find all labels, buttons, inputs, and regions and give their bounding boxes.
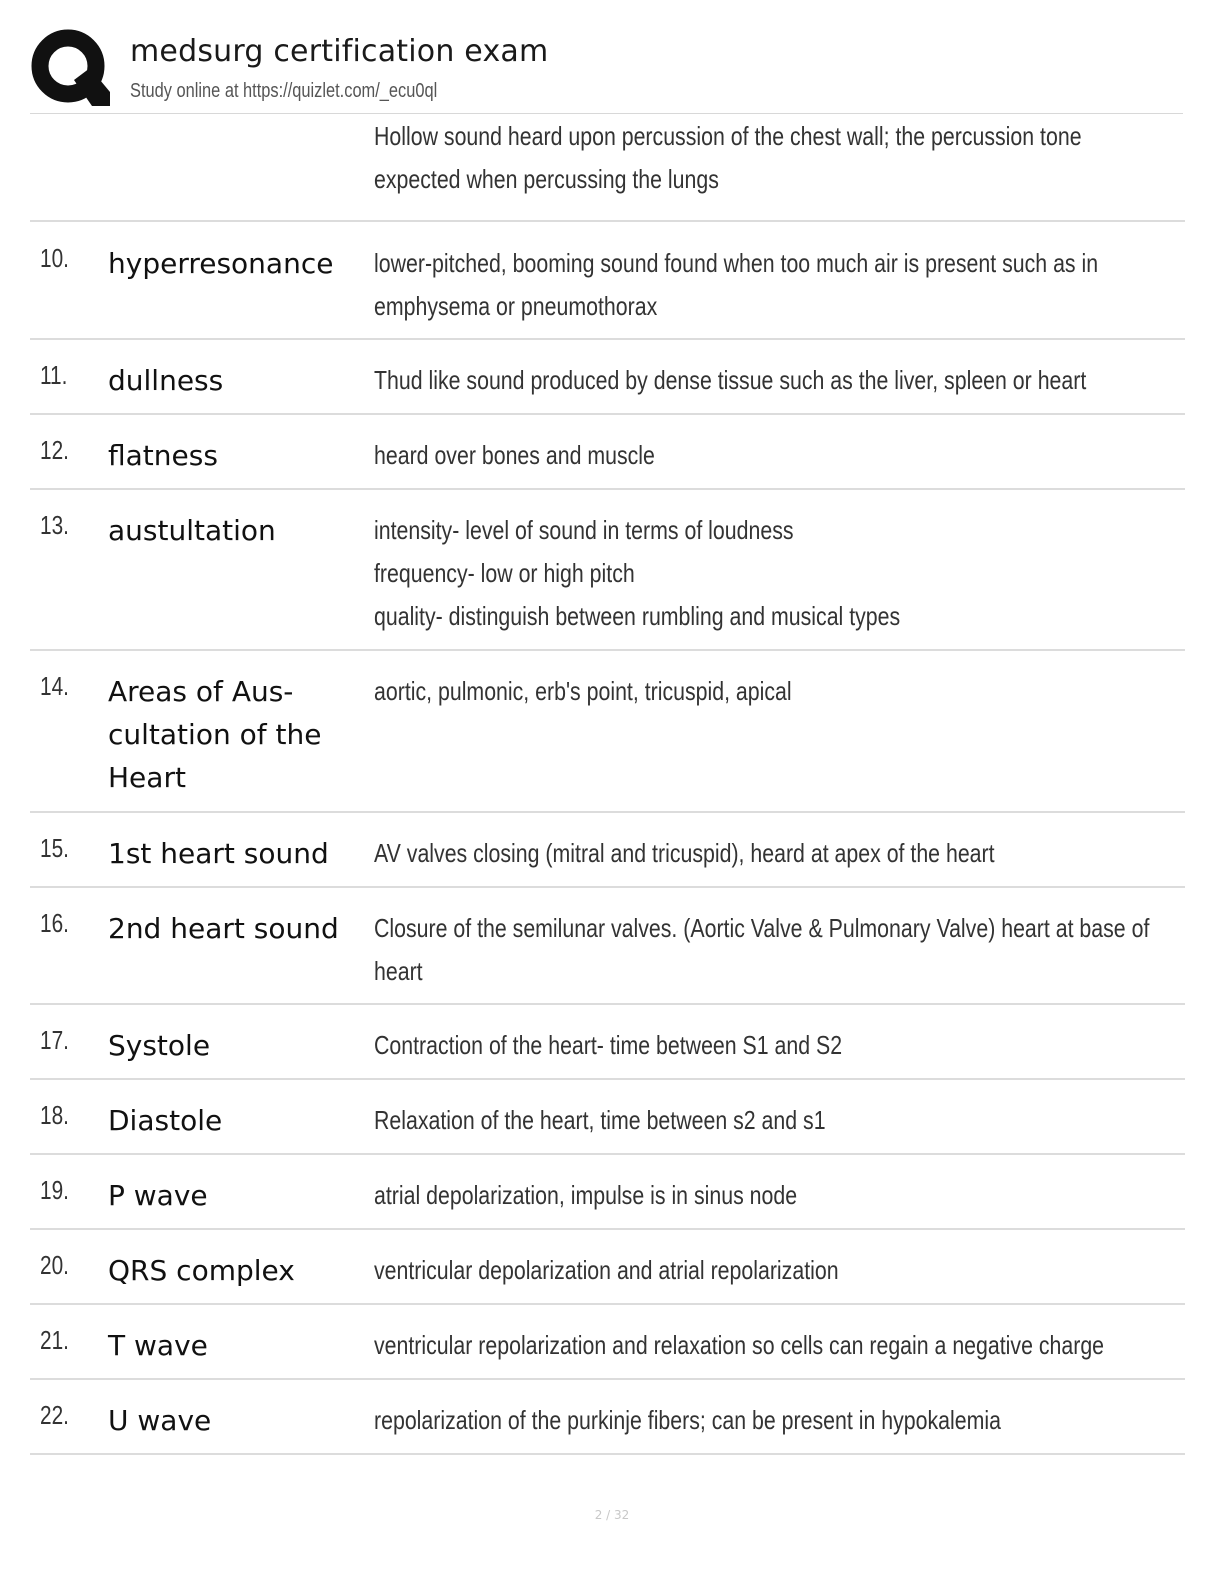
definition: aortic, pulmonic, erb's point, tricuspid, apical (374, 676, 792, 706)
definition: Relaxation of the heart, time between s2 and s1 (374, 1105, 826, 1135)
term: QRS complex (108, 1254, 295, 1287)
term: dullness (108, 364, 224, 397)
term: austultation (108, 514, 276, 547)
definition: intensity- level of sound in terms of loudness frequency- low or high pitch quality- distinguish between rumbling and musical types (374, 515, 901, 631)
term-row (30, 888, 1185, 1005)
term-number: 12. (40, 435, 69, 465)
term-row (30, 1155, 1185, 1230)
term-row (30, 415, 1185, 490)
page-title: medsurg certification exam (130, 34, 549, 69)
definition: heard over bones and muscle (374, 440, 655, 470)
term-number: 10. (40, 243, 69, 273)
term-number: 14. (40, 671, 69, 701)
continuation-row (30, 114, 1185, 222)
term: P wave (108, 1179, 208, 1212)
definition: Hollow sound heard upon percussion of the chest wall; the percussion tone expected when percussing the lungs (374, 121, 1082, 194)
term: hyperresonance (108, 247, 334, 280)
definition: atrial depolarization, impulse is in sinus node (374, 1180, 798, 1210)
term: 1st heart sound (108, 837, 329, 870)
term-number: 22. (40, 1400, 69, 1430)
definition: lower-pitched, booming sound found when too much air is present such as in emphysema or pneumothorax (374, 248, 1099, 321)
definition: AV valves closing (mitral and tricuspid), heard at apex of the heart (374, 838, 995, 868)
terms-list (30, 114, 1185, 1455)
page-subtitle: Study online at https://quizlet.com/_ecu0ql (130, 80, 438, 102)
term-number: 18. (40, 1100, 69, 1130)
term-row (30, 813, 1185, 888)
term-row (30, 490, 1185, 651)
term-number: 19. (40, 1175, 69, 1205)
term: Areas of Aus-cultation of the Heart (108, 675, 322, 794)
term: flatness (108, 439, 218, 472)
term-row (30, 340, 1185, 415)
page-header (30, 28, 1185, 114)
term-row (30, 1005, 1185, 1080)
term-number: 11. (40, 360, 68, 390)
definition: ventricular repolarization and relaxation so cells can regain a negative charge (374, 1330, 1105, 1360)
term-number: 16. (40, 908, 69, 938)
term-number: 20. (40, 1250, 69, 1280)
definition: ventricular depolarization and atrial repolarization (374, 1255, 839, 1285)
term-number: 21. (40, 1325, 69, 1355)
term: Systole (108, 1029, 211, 1062)
term: 2nd heart sound (108, 912, 339, 945)
definition: Closure of the semilunar valves. (Aortic Valve & Pulmonary Valve) heart at base of heart (374, 913, 1150, 986)
term-row (30, 1305, 1185, 1380)
quizlet-logo-icon (30, 28, 110, 108)
term-row (30, 651, 1185, 813)
definition: repolarization of the purkinje fibers; can be present in hypokalemia (374, 1405, 1001, 1435)
page-number: 2 / 32 (594, 1508, 630, 1522)
definition: Thud like sound produced by dense tissue such as the liver, spleen or heart (374, 365, 1087, 395)
definition: Contraction of the heart- time between S1 and S2 (374, 1030, 843, 1060)
term-number: 17. (40, 1025, 69, 1055)
term-row (30, 1080, 1185, 1155)
term: Diastole (108, 1104, 223, 1137)
term: U wave (108, 1404, 212, 1437)
term-row (30, 1380, 1185, 1455)
term: T wave (108, 1329, 208, 1362)
term-number: 15. (40, 833, 69, 863)
term-number: 13. (40, 510, 69, 540)
term-row (30, 222, 1185, 340)
term-row (30, 1230, 1185, 1305)
